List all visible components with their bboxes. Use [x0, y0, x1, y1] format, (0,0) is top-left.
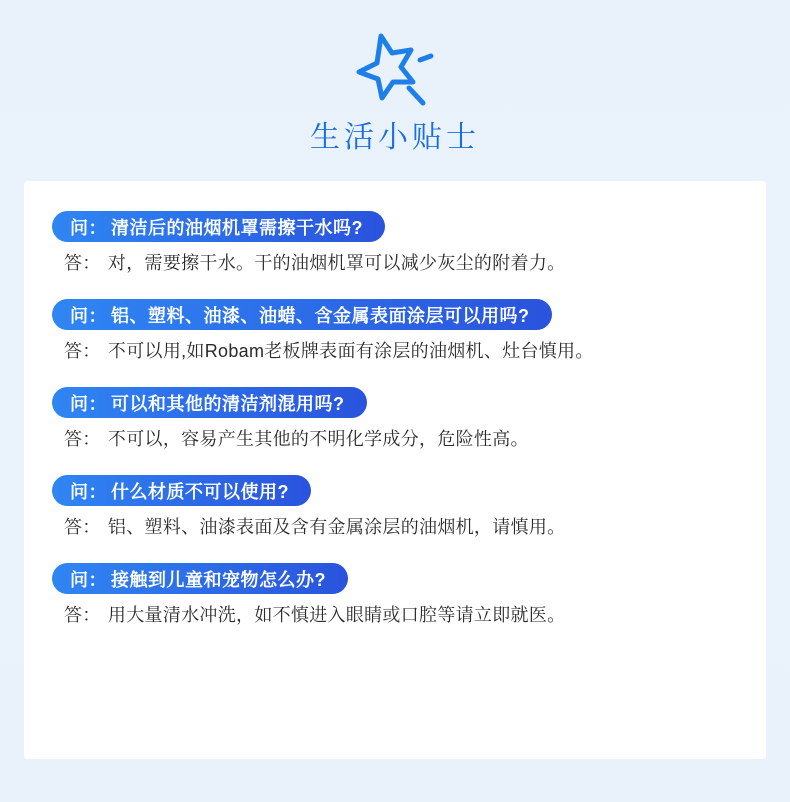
faq-answer-row	[64, 602, 766, 629]
sparkle-star-icon	[0, 30, 790, 108]
question-label: 问：	[70, 217, 107, 238]
faq-item	[24, 211, 766, 277]
question-label: 问：	[70, 481, 107, 502]
page-header	[0, 0, 790, 156]
faq-question-row	[52, 387, 766, 418]
answer-text: 对，需要擦干水。干的油烟机罩可以减少灰尘的附着力。	[107, 253, 566, 273]
faq-item	[24, 563, 766, 629]
question-label: 问：	[70, 393, 107, 414]
faq-answer-row	[64, 338, 766, 365]
faq-answer-row	[64, 250, 766, 277]
answer-label: 答：	[64, 341, 101, 361]
faq-answer-row	[64, 426, 766, 453]
faq-question-pill	[52, 563, 348, 594]
question-label: 问：	[70, 569, 107, 590]
faq-question-row	[52, 299, 766, 330]
answer-text: 不可以，容易产生其他的不明化学成分，危险性高。	[107, 429, 529, 449]
answer-text: 用大量清水冲洗，如不慎进入眼睛或口腔等请立即就医。	[107, 605, 566, 625]
answer-label: 答：	[64, 429, 101, 449]
faq-question-pill	[52, 211, 385, 242]
faq-question-row	[52, 475, 766, 506]
question-text: 接触到儿童和宠物怎么办?	[111, 569, 326, 590]
faq-card	[24, 181, 766, 759]
faq-answer-row	[64, 514, 766, 541]
question-text: 清洁后的油烟机罩需擦干水吗?	[111, 217, 363, 238]
faq-item	[24, 387, 766, 453]
question-label: 问：	[70, 305, 107, 326]
question-text: 什么材质不可以使用?	[111, 481, 289, 502]
faq-item	[24, 299, 766, 365]
faq-question-pill	[52, 475, 311, 506]
faq-question-row	[52, 563, 766, 594]
answer-label: 答：	[64, 253, 101, 273]
faq-question-pill	[52, 387, 367, 418]
faq-question-row	[52, 211, 766, 242]
faq-item	[24, 475, 766, 541]
page-title: 生活小贴士	[310, 121, 480, 154]
question-text: 可以和其他的清洁剂混用吗?	[111, 393, 345, 414]
answer-label: 答：	[64, 605, 101, 625]
faq-question-pill	[52, 299, 552, 330]
question-text: 铝、塑料、油漆、油蜡、含金属表面涂层可以用吗?	[111, 305, 530, 326]
answer-label: 答：	[64, 517, 101, 537]
answer-text: 不可以用,如Robam老板牌表面有涂层的油烟机、灶台慎用。	[107, 341, 594, 361]
faq-list	[24, 181, 766, 629]
answer-text: 铝、塑料、油漆表面及含有金属涂层的油烟机，请慎用。	[107, 517, 566, 537]
